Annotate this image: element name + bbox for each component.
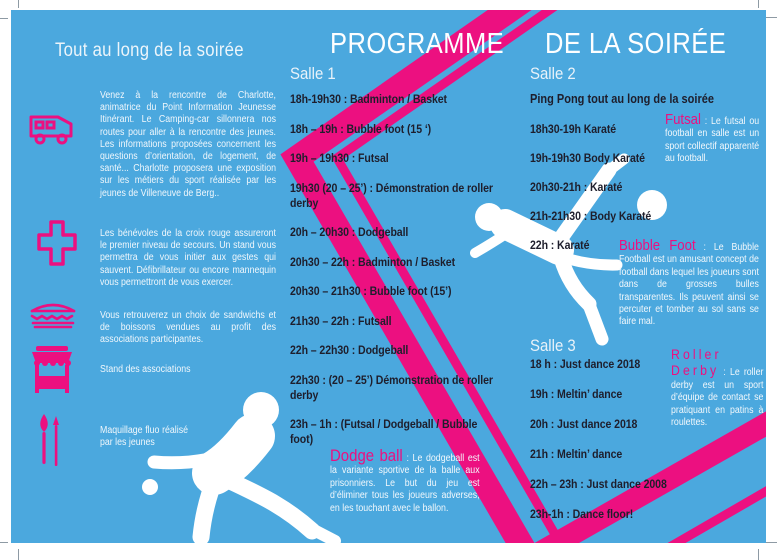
camper-van-icon (28, 108, 74, 146)
bubble-foot-body: : Le Bubble Football est un amusant concept de football dans lequel les joueurs sont dans de grosses bulles transparentes. Ils peuvent ainsi se percuter et tomber au sol sans se faire mal. (619, 242, 759, 328)
sandwich-icon (28, 298, 78, 330)
schedule-item: 22h – 22h30 : Dodgeball (290, 343, 409, 357)
schedule-item: 18 h : Just dance 2018 (530, 357, 641, 371)
salle1-title: Salle 1 (290, 64, 336, 83)
info-paragraph-maquillage: Maquillage fluo réalisé par les jeunes (100, 425, 188, 449)
info-paragraph-sandwichs: Vous retrouverez un choix de sandwichs et de boissons vendues au profit des associations participantes. (100, 310, 276, 346)
schedule-item: 19h-19h30 Body Karaté (530, 151, 645, 165)
dodgeball-info (330, 448, 480, 515)
page-title-soiree: DE LA SOIRÉE (545, 28, 727, 60)
schedule-item: 20h30-21h : Karaté (530, 180, 623, 194)
schedule-item: 19h30 (20 – 25’) : Démonstration de roller derby (290, 180, 493, 210)
bubble-foot-heading: Bubble Foot (619, 237, 696, 254)
bubble-foot-info (619, 238, 759, 329)
schedule-item: 18h30-19h Karaté (530, 122, 617, 136)
crop-mark (0, 18, 8, 19)
schedule-item: 22h : Karaté (530, 238, 590, 252)
schedule-item: 19h – 19h30 : Futsal (290, 151, 389, 165)
petanque-ball (142, 479, 158, 495)
crop-mark (18, 0, 19, 8)
futsal-body: : Le futsal ou football en salle est un sport collectif apparenté au football. (665, 116, 760, 165)
left-column-header: Tout au long de la soirée (55, 40, 244, 61)
schedule-item: 18h – 19h : Bubble foot (15 ‘) (290, 121, 432, 136)
info-paragraph-charlotte: Venez à la rencontre de Charlotte, animatrice du Point Information Jeunesse Itinérant. Le Camping-car sillonnera nos routes pour aller à la rencontre des jeunes. Les informations proposées concernent les questions d’orientation, de logement, de santé... Charlotte proposera une exposition sur les métiers du sport réalisée par les jeunes de Villeneuve de Berg.. (100, 90, 276, 199)
schedule-item: 20h30 – 21h30 : Bubble foot (15’) (290, 284, 452, 298)
page-title-programme: PROGRAMME (330, 28, 505, 60)
stand-icon (30, 344, 74, 394)
crop-mark (18, 549, 19, 560)
crop-mark (766, 542, 777, 543)
futsal-info (665, 112, 759, 166)
roller-derby-body: : Le roller derby est un sport d’équipe de contact se pratiquant en patins à roulettes. (671, 367, 764, 429)
crop-mark (0, 542, 8, 543)
salle2-title: Salle 2 (530, 64, 576, 83)
schedule-item: 21h : Meltin’ dance (530, 447, 623, 461)
makeup-brush-icon (37, 412, 63, 468)
salle1-schedule (290, 92, 496, 447)
schedule-item: 20h – 20h30 : Dodgeball (290, 225, 409, 239)
dodgeball-body: : Le dodgeball est la variante sportive de la balle aux prisonniers. Le but du jeu est d’éliminer tous les joueurs adverses, en les touchant avec le ballon. (330, 453, 480, 514)
schedule-item: 22h30 : (20 – 25’) Démonstration de roller derby (290, 372, 493, 402)
crop-mark (766, 17, 777, 18)
salle3-title: Salle 3 (530, 336, 576, 355)
crop-mark (758, 549, 759, 560)
schedule-item: 22h – 23h : Just dance 2008 (530, 477, 667, 491)
info-paragraph-croix-rouge: Les bénévoles de la croix rouge assureront le premier niveau de secours. Un stand vous permettra de vous initier aux gestes qui sauvent. Défibrillateur ou encore mannequin vous permettront de vous exercer. (100, 228, 276, 288)
schedule-item: 23h – 1h : (Futsal / Dodgeball / Bubble foot) (290, 417, 478, 446)
schedule-item: 20h30 – 22h : Badminton / Basket (290, 254, 456, 269)
futsal-heading: Futsal (665, 111, 701, 128)
flyer-background (11, 10, 766, 543)
schedule-item: 19h : Meltin’ dance (530, 387, 623, 401)
first-aid-cross-icon (37, 220, 77, 266)
schedule-item: 20h : Just dance 2018 (530, 417, 638, 431)
dodgeball-heading: Dodge ball (330, 446, 403, 465)
schedule-item: 21h-21h30 : Body Karaté (530, 209, 652, 223)
roller-derby-heading: Roller Derby (671, 346, 722, 379)
roller-derby-info (671, 347, 763, 429)
info-paragraph-stands: Stand des associations (100, 364, 191, 375)
salle2-subtitle: Ping Pong tout au long de la soirée (530, 92, 714, 106)
schedule-item: 18h-19h30 : Badminton / Basket (290, 92, 447, 106)
schedule-item: 21h30 – 22h : Futsall (290, 313, 392, 328)
schedule-item: 23h-1h : Dance floor! (530, 507, 634, 521)
crop-mark (758, 0, 759, 8)
